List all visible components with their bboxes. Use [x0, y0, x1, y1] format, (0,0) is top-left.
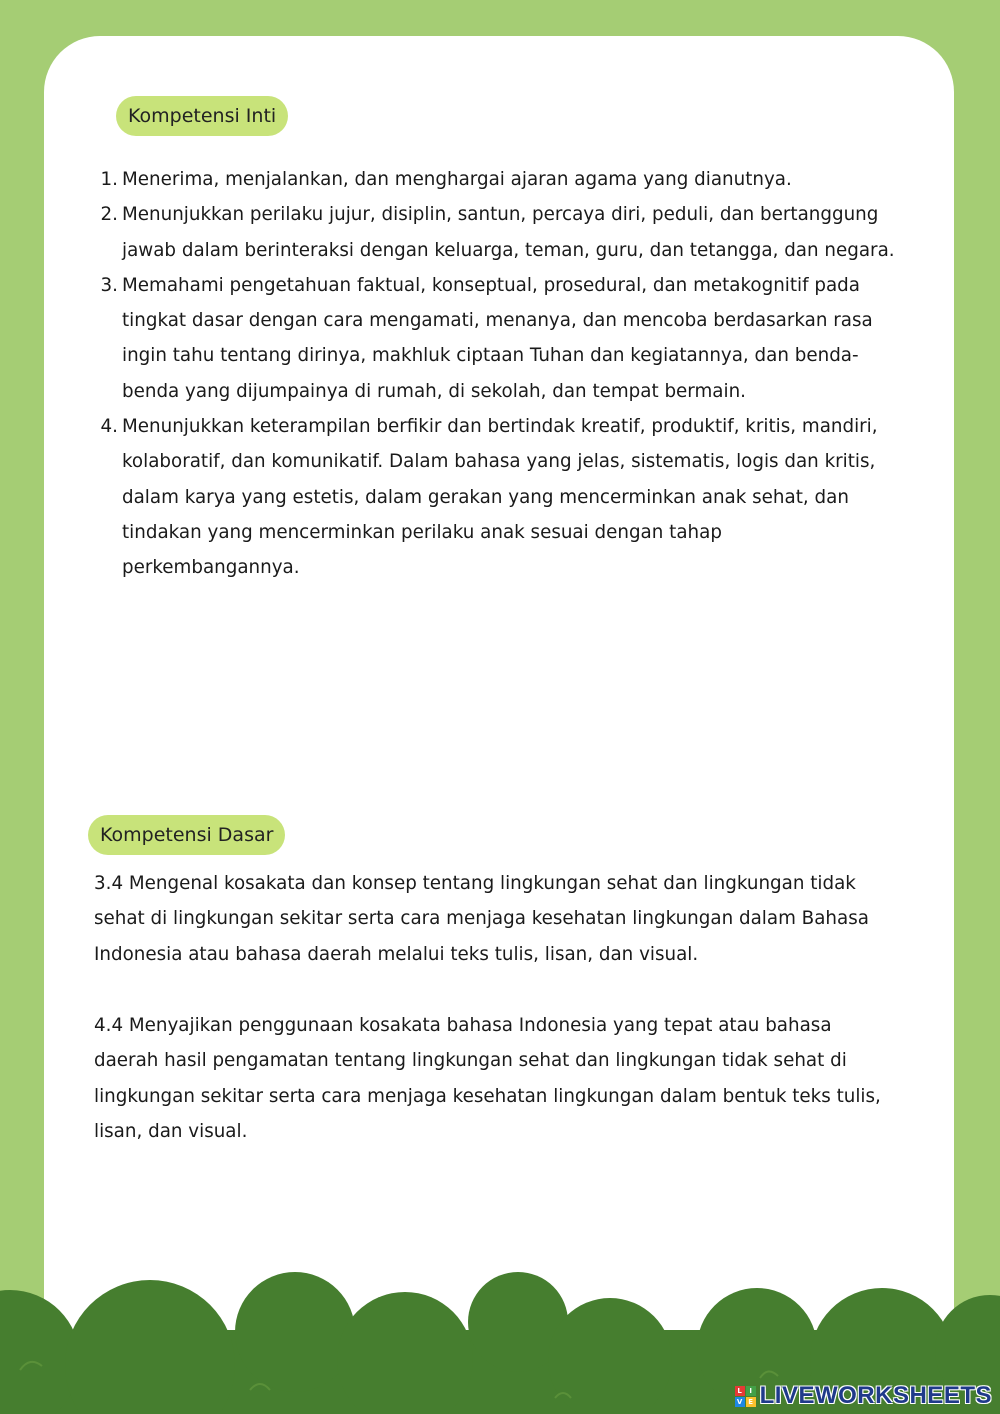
logo-letter: V	[735, 1397, 745, 1407]
item-text: Menunjukkan perilaku jujur, disiplin, santun, percaya diri, peduli, dan bertanggung jawab dalam berinteraksi dengan keluarga, teman, guru, dan tetangga, dan negara.	[122, 204, 895, 261]
item-number: 4.	[100, 416, 118, 438]
watermark-text: LIVEWORKSHEETS	[759, 1382, 992, 1409]
liveworksheets-watermark	[735, 1382, 992, 1410]
logo-letter: I	[746, 1386, 756, 1396]
kd-4-4-paragraph: 4.4 Menyajikan penggunaan kosakata bahasa Indonesia yang tepat atau bahasa daerah hasil pengamatan tentang lingkungan sehat dan lingkungan tidak sehat di lingkungan sekitar serta cara menjaga kesehatan lingkungan dalam bentuk teks tulis, lisan, dan visual.	[94, 1015, 881, 1142]
logo-letter: L	[735, 1386, 745, 1396]
item-text: Menerima, menjalankan, dan menghargai ajaran agama yang dianutnya.	[122, 169, 792, 190]
list-item	[82, 268, 900, 409]
list-item	[82, 409, 900, 585]
logo-letter: E	[746, 1397, 756, 1407]
list-item	[82, 162, 900, 197]
liveworksheets-logo-icon	[735, 1386, 756, 1407]
kd-3-4-paragraph: 3.4 Mengenal kosakata dan konsep tentang lingkungan sehat dan lingkungan tidak sehat di lingkungan sekitar serta cara menjaga kesehatan lingkungan dalam Bahasa Indonesia atau bahasa daerah melalui teks tulis, lisan, dan visual.	[94, 873, 869, 965]
item-text: Menunjukkan keterampilan berfikir dan bertindak kreatif, produktif, kritis, mandiri, kolaboratif, dan komunikatif. Dalam bahasa yang jelas, sistematis, logis dan kritis, dalam karya yang estetis, dalam gerakan yang mencerminkan anak sehat, dan tindakan yang mencerminkan perilaku anak sesuai dengan tahap perkembangannya.	[122, 416, 878, 579]
item-number: 3.	[100, 274, 118, 296]
item-text: Memahami pengetahuan faktual, konseptual, prosedural, dan metakognitif pada tingkat dasar dengan cara mengamati, menanya, dan mencoba berdasarkan rasa ingin tahu tentang dirinya, makhluk ciptaan Tuhan dan kegiatannya, dan benda-benda yang dijumpainya di rumah, di sekolah, dan tempat bermain.	[122, 274, 873, 402]
list-item	[82, 197, 900, 268]
kompetensi-inti-heading: Kompetensi Inti	[116, 96, 288, 136]
item-number: 1.	[100, 169, 118, 190]
item-number: 2.	[100, 204, 118, 226]
kompetensi-inti-list	[82, 162, 900, 586]
kompetensi-dasar-heading: Kompetensi Dasar	[88, 815, 285, 855]
